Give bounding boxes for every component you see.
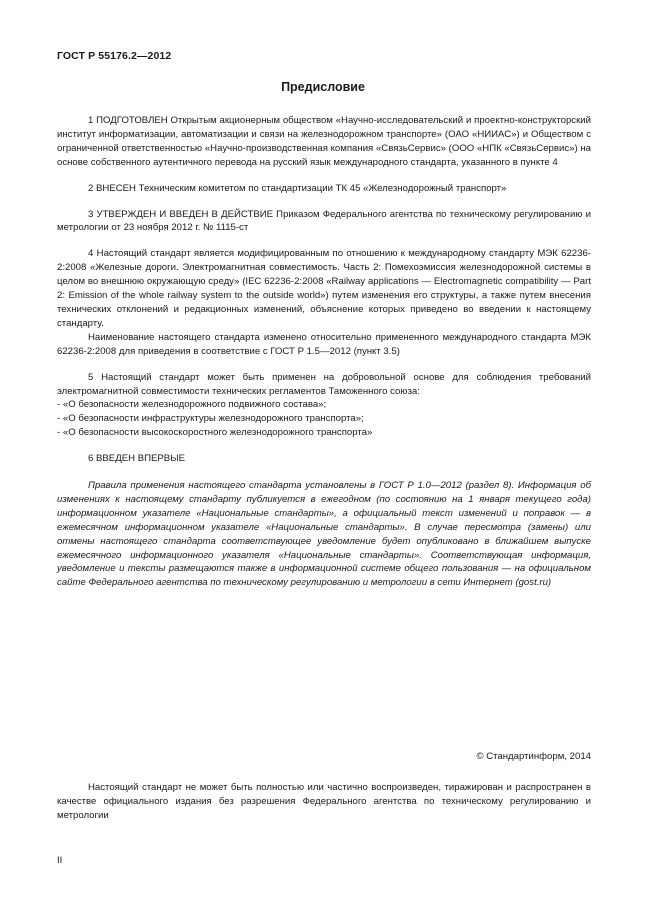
foreword-body	[57, 114, 591, 590]
paragraph-voluntary-use: 5 Настоящий стандарт может быть применен на добровольной основе для соблюдения требований электромагнитной совместимости технических регламентов Таможенного союза:	[57, 371, 591, 397]
paragraph-introduced: 2 ВНЕСЕН Техническим комитетом по стандартизации ТК 45 «Железнодорожный транспорт»	[88, 182, 507, 194]
copyright: © Стандартинформ, 2014	[476, 751, 591, 762]
paragraph-approved: 3 УТВЕРЖДЕН И ВВЕДЕН В ДЕЙСТВИЕ Приказом Федерального агентства по техническому регулированию и метрологии от 23 ноября 2012 г. № 1115-ст	[57, 208, 591, 234]
reproduction-notice	[57, 781, 591, 823]
paragraph-modified-standard: 4 Настоящий стандарт является модифицированным по отношению к международному стандарту МЭК 62236-2:2008 «Железные дороги. Электромагнитная совместимость. Часть 2: Помехоэмиссия железнодорожной системы в целом во внешнюю окружающую среду» (IEC 62236-2:2008 «Railway applications — Electromagnetic compatibility — Part 2: Emission of the whole railway system to the outside world») путем изменения его структуры, а также путем внесения технических отклонений и редакционных изменений, объяснение которых приведено во введении к настоящему стандарту.	[57, 248, 591, 329]
page-number: II	[57, 855, 63, 866]
regulation-item: - «О безопасности высокоскоростного железнодорожного транспорта»	[57, 427, 373, 439]
page-title: Предисловие	[281, 80, 365, 94]
regulation-item: - «О безопасности инфраструктуры железнодорожного транспорта»;	[57, 413, 364, 425]
paragraph-name-changed: Наименование настоящего стандарта изменено относительно примененного международного стандарта МЭК 62236-2:2008 для приведения в соответствие с ГОСТ Р 1.5—2012 (пункт 3.5)	[57, 331, 591, 357]
notice-text: Настоящий стандарт не может быть полностью или частично воспроизведен, тиражирован и распространен в качестве официального издания без разрешения Федерального агентства по техническому регулированию и метрологии	[57, 782, 591, 821]
paragraph-prepared: 1 ПОДГОТОВЛЕН Открытым акционерным обществом «Научно-исследовательский и проектно-конструкторский институт информатизации, автоматизации и связи на железнодорожном транспорте» (ОАО «НИИАС») и Обществом с ограниченной ответственностью «Научно-производственная компания «СвязьСервис» (ООО «НПК «СвязьСервис») на основе собственного аутентичного перевода на русский язык международного стандарта, указанного в пункте 4	[57, 115, 591, 168]
paragraph-first-introduced: 6 ВВЕДЕН ВПЕРВЫЕ	[88, 453, 186, 465]
regulation-item: - «О безопасности железнодорожного подвижного состава»;	[57, 399, 327, 411]
standard-code: ГОСТ Р 55176.2—2012	[57, 50, 172, 62]
rules-note: Правила применения настоящего стандарта установлены в ГОСТ Р 1.0—2012 (раздел 8). Информация об изменениях к настоящему стандарту публикуется в ежегодном (по состоянию на 1 января текущего года) информационном указателе «Национальные стандарты», а официальный текст изменений и поправок — в ежемесячном информационном указателе «Национальные стандарты». В случае пересмотра (замены) или отмены настоящего стандарта соответствующее уведомление будет опубликовано в ближайшем выпуске ежемесячного информационного указателя «Национальные стандарты». Соответствующая информация, уведомление и тексты размещаются также в информационной системе общего пользования — на официальном сайте Федерального агентства по техническому регулированию и метрологии в сети Интернет (gost.ru)	[57, 480, 591, 589]
